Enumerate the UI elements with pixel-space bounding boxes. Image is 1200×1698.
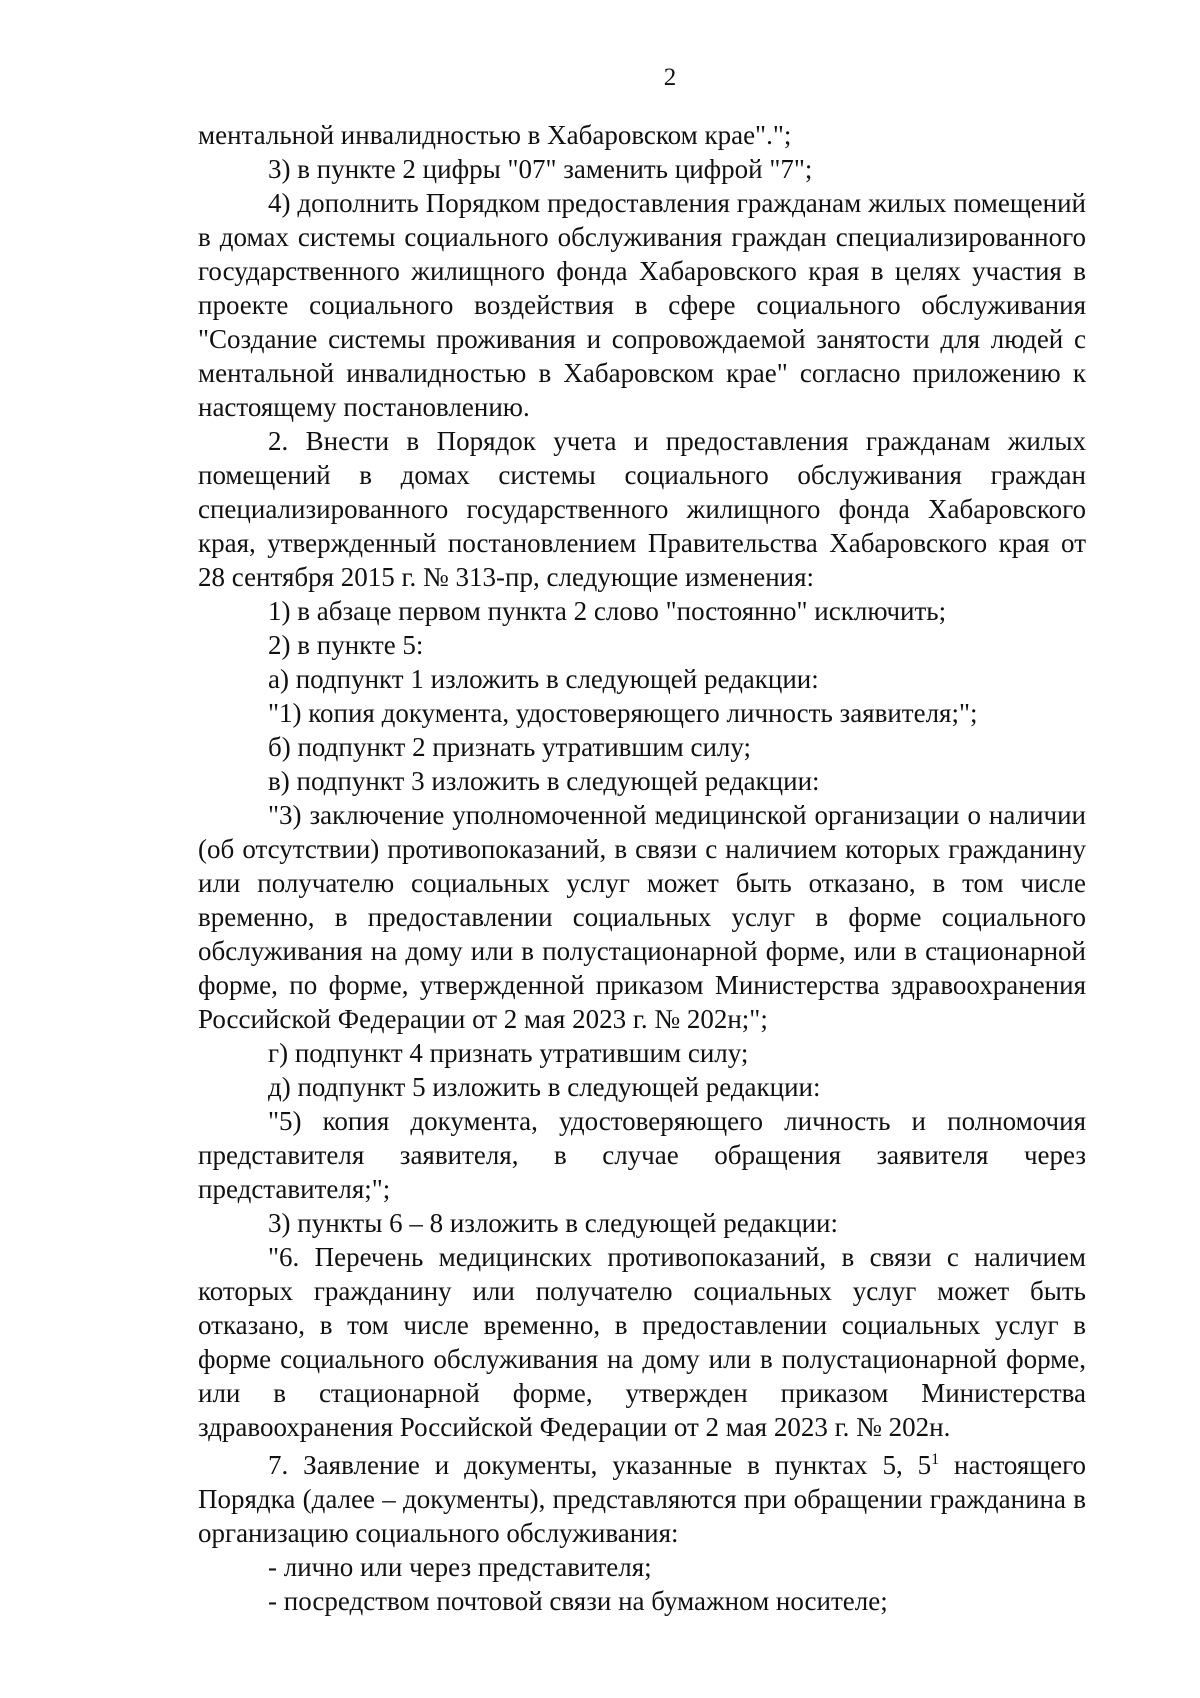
paragraph-subitem-1: 1) в абзаце первом пункта 2 слово "постоянно" исключить;: [268, 596, 947, 626]
paragraph-quote-1: "1) копия документа, удостоверяющего личность заявителя;";: [268, 698, 978, 728]
paragraph-item-7-text-before: 7. Заявление и документы, указанные в пунктах 5, 5: [268, 1450, 932, 1480]
paragraph-subitem-g: г) подпункт 4 признать утратившим силу;: [268, 1038, 749, 1068]
superscript-number: 1: [931, 1451, 940, 1468]
paragraph-bullet-2: - посредством почтовой связи на бумажном носителе;: [268, 1586, 888, 1616]
paragraph-item-4: 4) дополнить Порядком предоставления гражданам жилых помещений в домах системы социального обслуживания граждан специализированного государственного жилищного фонда Хабаровского края в целях участия в проекте социального воздействия в сфере социального обслуживания "Создание системы проживания и сопровождаемой занятости для людей с ментальной инвалидностью в Хабаровском крае" согласно приложению к настоящему постановлению.: [198, 188, 1086, 422]
paragraph-item-7-text-after: настоящего Порядка (далее – документы), представляются при обращении гражданина в организацию социального обслуживания:: [198, 1450, 1086, 1548]
paragraph-quote-6: "6. Перечень медицинских противопоказаний, в связи с наличием которых гражданину или получателю социальных услуг может быть отказано, в том числе временно, в предоставлении социальных услуг в форме социального обслуживания на дому или в полустационарной форме, или в стационарной форме, утвержден приказом Министерства здравоохранения Российской Федерации от 2 мая 2023 г. № 202н.: [198, 1242, 1086, 1442]
document-body: [198, 118, 1086, 1618]
paragraph-quote-5: "5) копия документа, удостоверяющего личность и полномочия представителя заявителя, в случае обращения заявителя через представителя;";: [198, 1106, 1086, 1204]
paragraph-subitem-b: б) подпункт 2 признать утратившим силу;: [268, 732, 752, 762]
paragraph-item-3: 3) в пункте 2 цифры "07" заменить цифрой "7";: [268, 154, 813, 184]
paragraph-quote-3: "3) заключение уполномоченной медицинской организации о наличии (об отсутствии) противопоказаний, в связи с наличием которых гражданину или получателю социальных услуг может быть отказано, в том числе временно, в предоставлении социальных услуг в форме социального обслуживания на дому или в полустационарной форме, или в стационарной форме, по форме, утвержденной приказом Министерства здравоохранения Российской Федерации от 2 мая 2023 г. № 202н;";: [198, 800, 1086, 1034]
page-number: 2: [663, 64, 677, 91]
paragraph-subitem-3: 3) пункты 6 – 8 изложить в следующей редакции:: [268, 1208, 839, 1238]
paragraph-item-7: [198, 1448, 1086, 1550]
paragraph-subitem-d: д) подпункт 5 изложить в следующей редакции:: [268, 1072, 821, 1102]
paragraph-subitem-v: в) подпункт 3 изложить в следующей редакции:: [268, 766, 820, 796]
paragraph-section-2: 2. Внести в Порядок учета и предоставления гражданам жилых помещений в домах системы социального обслуживания граждан специализированного государственного жилищного фонда Хабаровского края, утвержденный постановлением Правительства Хабаровского края от 28 сентября 2015 г. № 313-пр, следующие изменения:: [198, 426, 1086, 592]
paragraph-subitem-2: 2) в пункте 5:: [268, 630, 424, 660]
paragraph-continuation: ментальной инвалидностью в Хабаровском крае".";: [198, 120, 792, 150]
paragraph-bullet-1: - лично или через представителя;: [268, 1552, 652, 1582]
paragraph-subitem-a: а) подпункт 1 изложить в следующей редакции:: [268, 664, 819, 694]
